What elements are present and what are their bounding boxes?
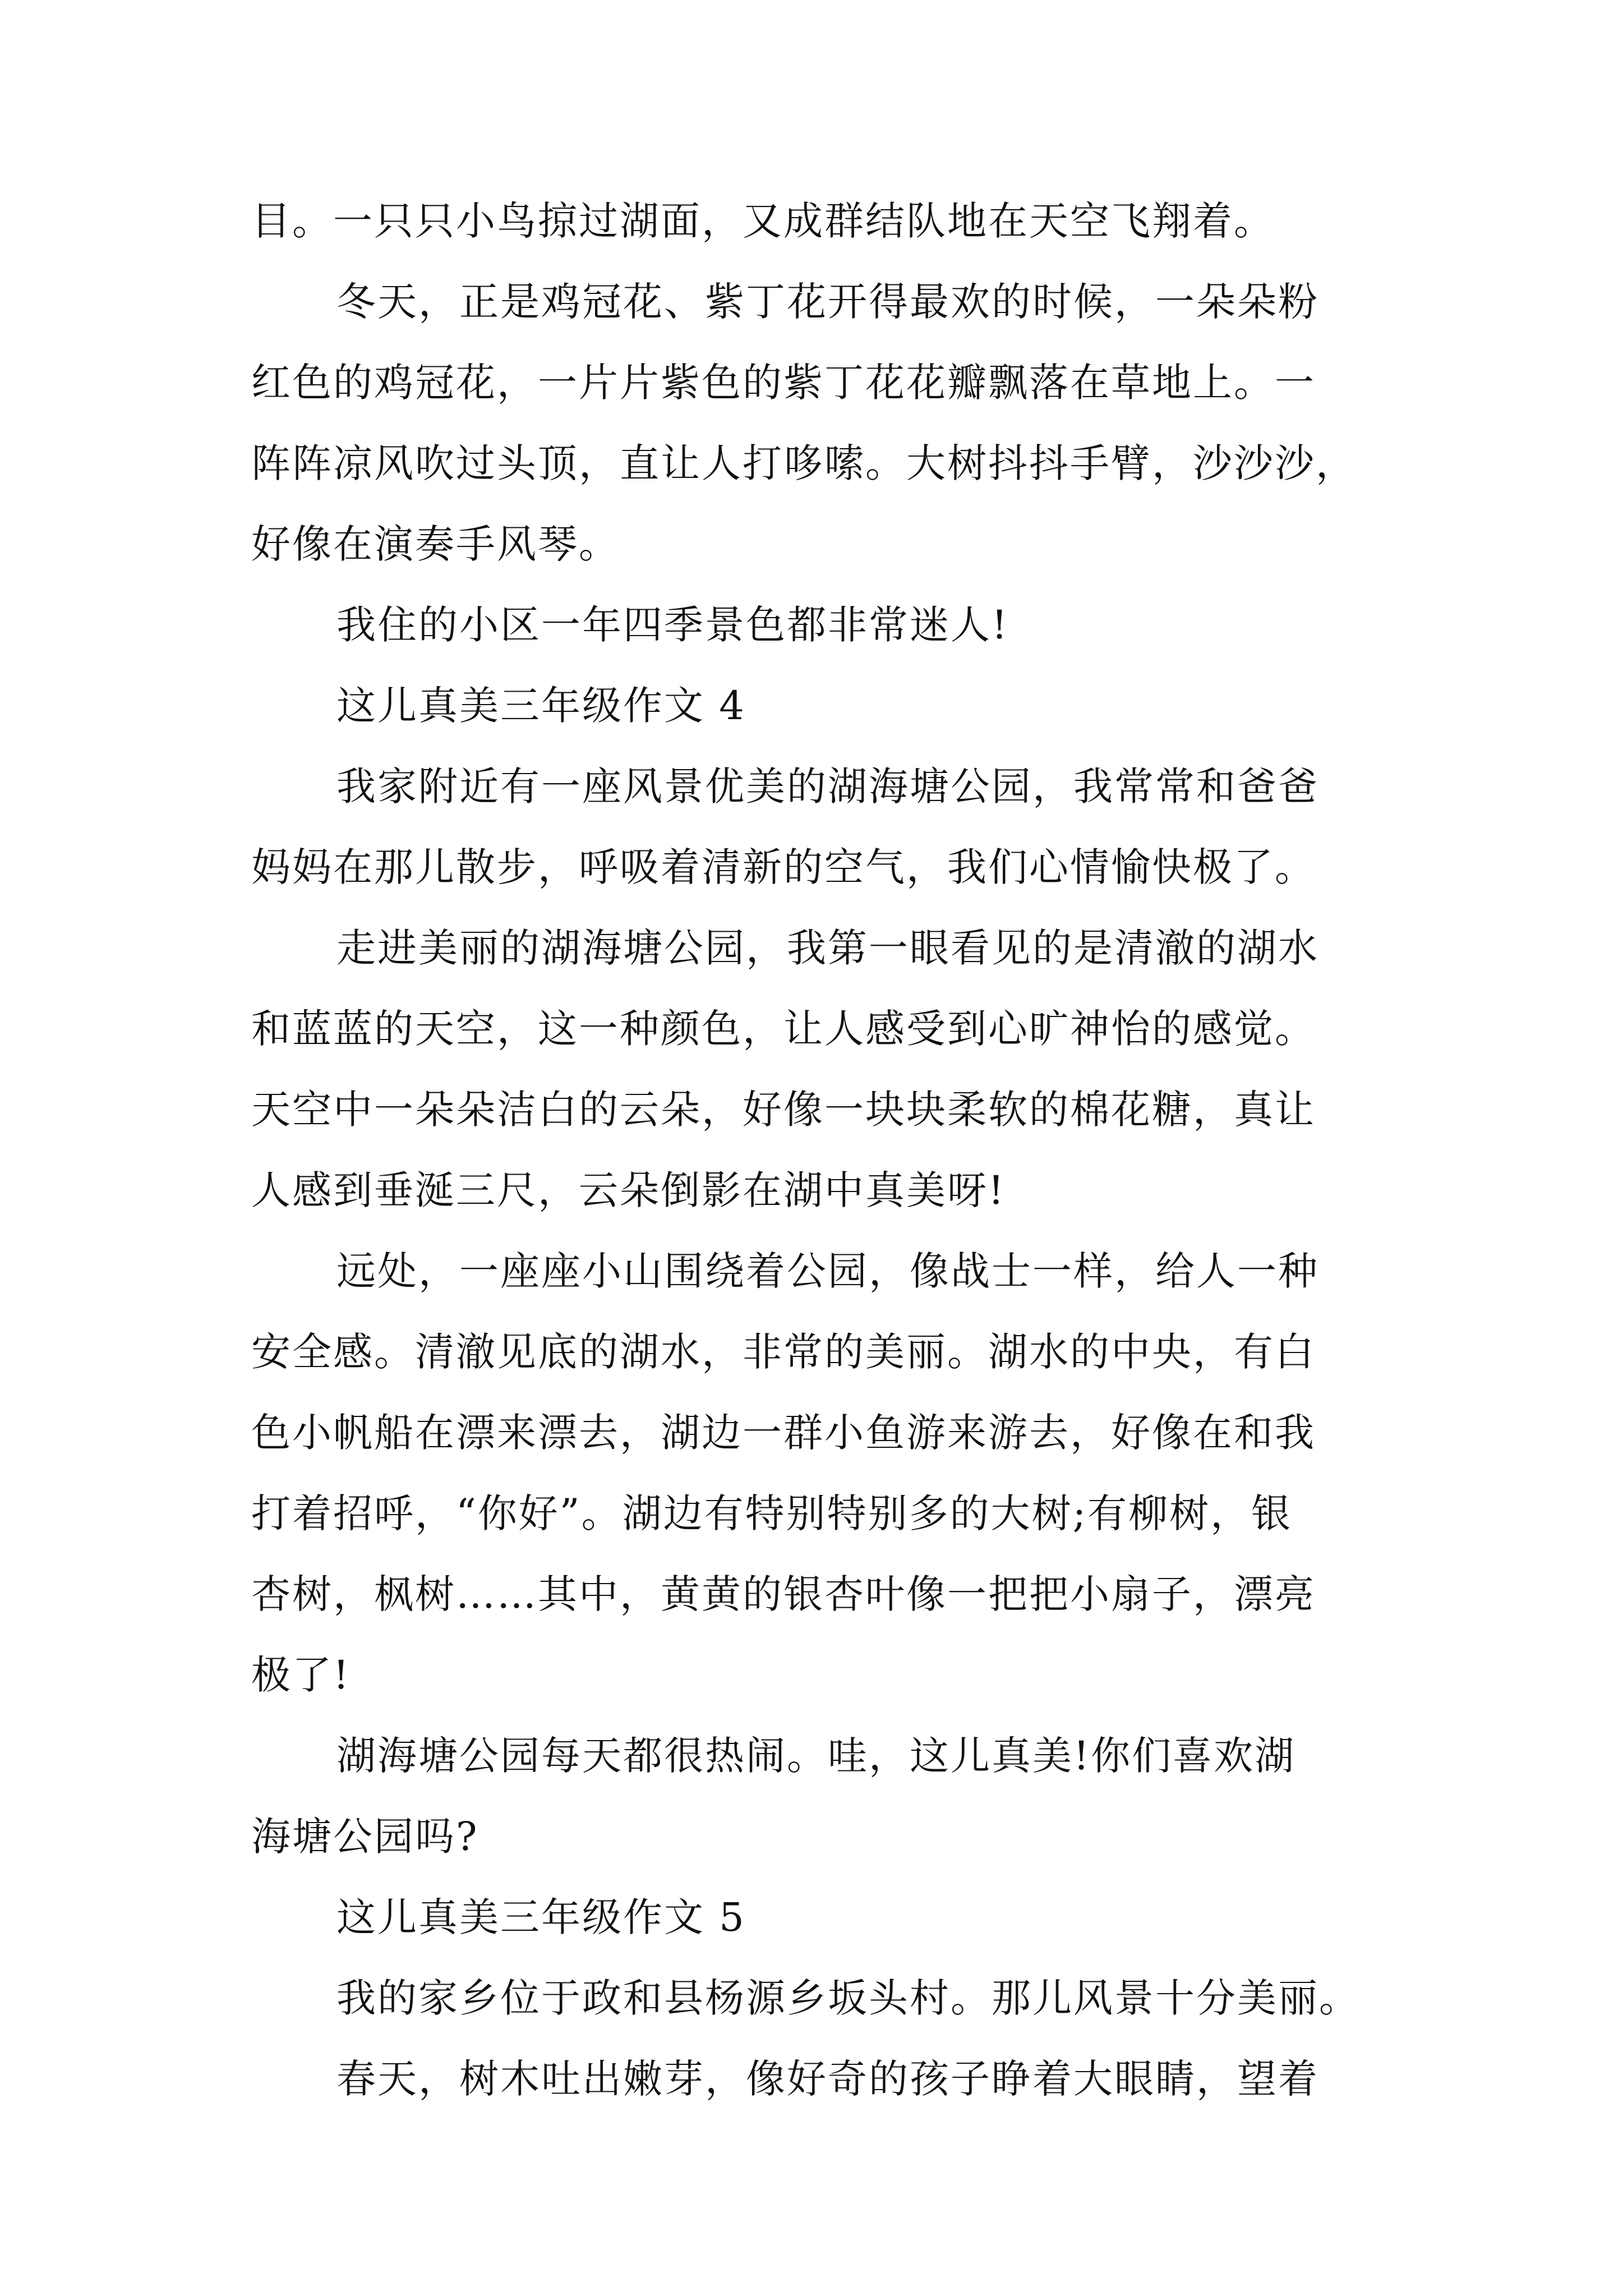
text-line: 红色的鸡冠花，一片片紫色的紫丁花花瓣飘落在草地上。一 xyxy=(251,360,1316,406)
section-heading: 这儿真美三年级作文 5 xyxy=(336,1894,746,1940)
essay-text-block xyxy=(251,181,1395,2119)
text-line: 人感到垂涎三尺，云朵倒影在湖中真美呀! xyxy=(251,1167,1006,1213)
text-line: 杏树，枫树……其中，黄黄的银杏叶像一把把小扇子，漂亮 xyxy=(251,1571,1316,1617)
text-line: 远处，一座座小山围绕着公园，像战士一样，给人一种 xyxy=(336,1248,1319,1294)
text-line: 色小帆船在漂来漂去，湖边一群小鱼游来游去，好像在和我 xyxy=(251,1410,1316,1456)
text-line: 和蓝蓝的天空，这一种颜色，让人感受到心旷神怡的感觉。 xyxy=(251,1006,1316,1052)
text-line: 湖海塘公园每天都很热闹。哇，这儿真美!你们喜欢湖 xyxy=(336,1733,1296,1779)
text-line: 我家附近有一座风景优美的湖海塘公园，我常常和爸爸 xyxy=(336,763,1319,809)
text-line: 极了! xyxy=(251,1652,351,1698)
text-line: 安全感。清澈见底的湖水，非常的美丽。湖水的中央，有白 xyxy=(251,1329,1316,1375)
text-line: 我住的小区一年四季景色都非常迷人! xyxy=(336,602,1009,648)
text-line: 海塘公园吗? xyxy=(251,1814,479,1860)
text-line: 冬天，正是鸡冠花、紫丁花开得最欢的时候，一朵朵粉 xyxy=(336,279,1319,325)
text-line: 好像在演奏手风琴。 xyxy=(251,521,620,567)
text-line: 我的家乡位于政和县杨源乡坂头村。那儿风景十分美丽。 xyxy=(336,1975,1360,2021)
text-line: 打着招呼，“你好”。湖边有特别特别多的大树;有柳树，银 xyxy=(251,1490,1293,1536)
text-line: 走进美丽的湖海塘公园，我第一眼看见的是清澈的湖水 xyxy=(336,925,1319,971)
text-line: 目。一只只小鸟掠过湖面，又成群结队地在天空飞翔着。 xyxy=(251,198,1275,244)
text-line: 阵阵凉风吹过头顶，直让人打哆嗦。大树抖抖手臂，沙沙沙， xyxy=(251,440,1357,486)
section-heading: 这儿真美三年级作文 4 xyxy=(336,683,746,729)
text-line: 妈妈在那儿散步，呼吸着清新的空气，我们心情愉快极了。 xyxy=(251,844,1316,890)
text-line: 春天，树木吐出嫩芽，像好奇的孩子睁着大眼睛，望着 xyxy=(336,2056,1319,2102)
text-line: 天空中一朵朵洁白的云朵，好像一块块柔软的棉花糖，真让 xyxy=(251,1087,1316,1133)
